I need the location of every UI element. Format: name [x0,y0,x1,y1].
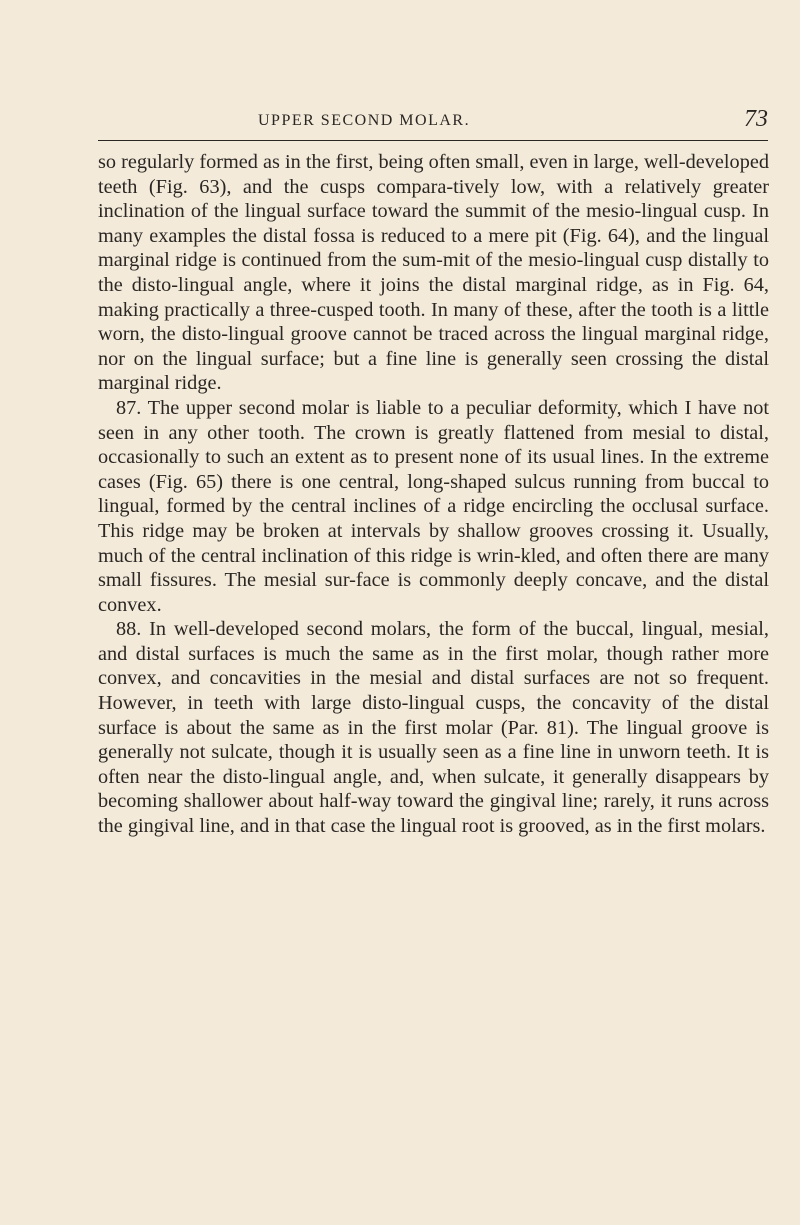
paragraph-88: 88. In well-developed second molars, the form of the buccal, lingual, mesial, and distal surfaces is much the same as in the first molar, though rather more convex, and concavities in the mesial and distal surfaces are not so frequent. However, in teeth with large disto-lingual cusps, the concavity of the distal surface is about the same as in the first molar (Par. 81). The lingual groove is generally not sulcate, though it is usually seen as a fine line in unworn teeth. It is often near the disto-lingual angle, and, when sulcate, it generally disappears by becoming shallower about half-way toward the gingival line; rarely, it runs across the gingival line, and in that case the lingual root is grooved, as in the first molars. [98,618,769,838]
header-rule [98,140,768,141]
body-text [98,150,769,839]
running-header [98,108,768,144]
page-number: 73 [744,106,768,132]
paragraph-continuation: so regularly formed as in the first, being often small, even in large, well-developed teeth (Fig. 63), and the cusps compara-tively low, with a relatively greater inclination of the lingual surface toward the summit of the mesio-lingual cusp. In many examples the distal fossa is reduced to a mere pit (Fig. 64), and the lingual marginal ridge is continued from the sum-mit of the mesio-lingual cusp distally to the disto-lingual angle, where it joins the distal marginal ridge, as in Fig. 64, making practically a three-cusped tooth. In many of these, after the tooth is a little worn, the disto-lingual groove cannot be traced across the lingual marginal ridge, nor on the lingual surface; but a fine line is generally seen crossing the distal marginal ridge. [98,151,769,395]
paragraph-87: 87. The upper second molar is liable to a peculiar deformity, which I have not seen in any other tooth. The crown is greatly flattened from mesial to distal, occasionally to such an extent as to present none of its usual lines. In the extreme cases (Fig. 65) there is one central, long-shaped sulcus running from buccal to lingual, formed by the central inclines of a ridge encircling the occlusal surface. This ridge may be broken at intervals by shallow grooves crossing it. Usually, much of the central inclination of this ridge is wrin-kled, and often there are many small fissures. The mesial sur-face is commonly deeply concave, and the distal convex. [98,396,769,616]
running-title: UPPER SECOND MOLAR. [258,112,471,129]
